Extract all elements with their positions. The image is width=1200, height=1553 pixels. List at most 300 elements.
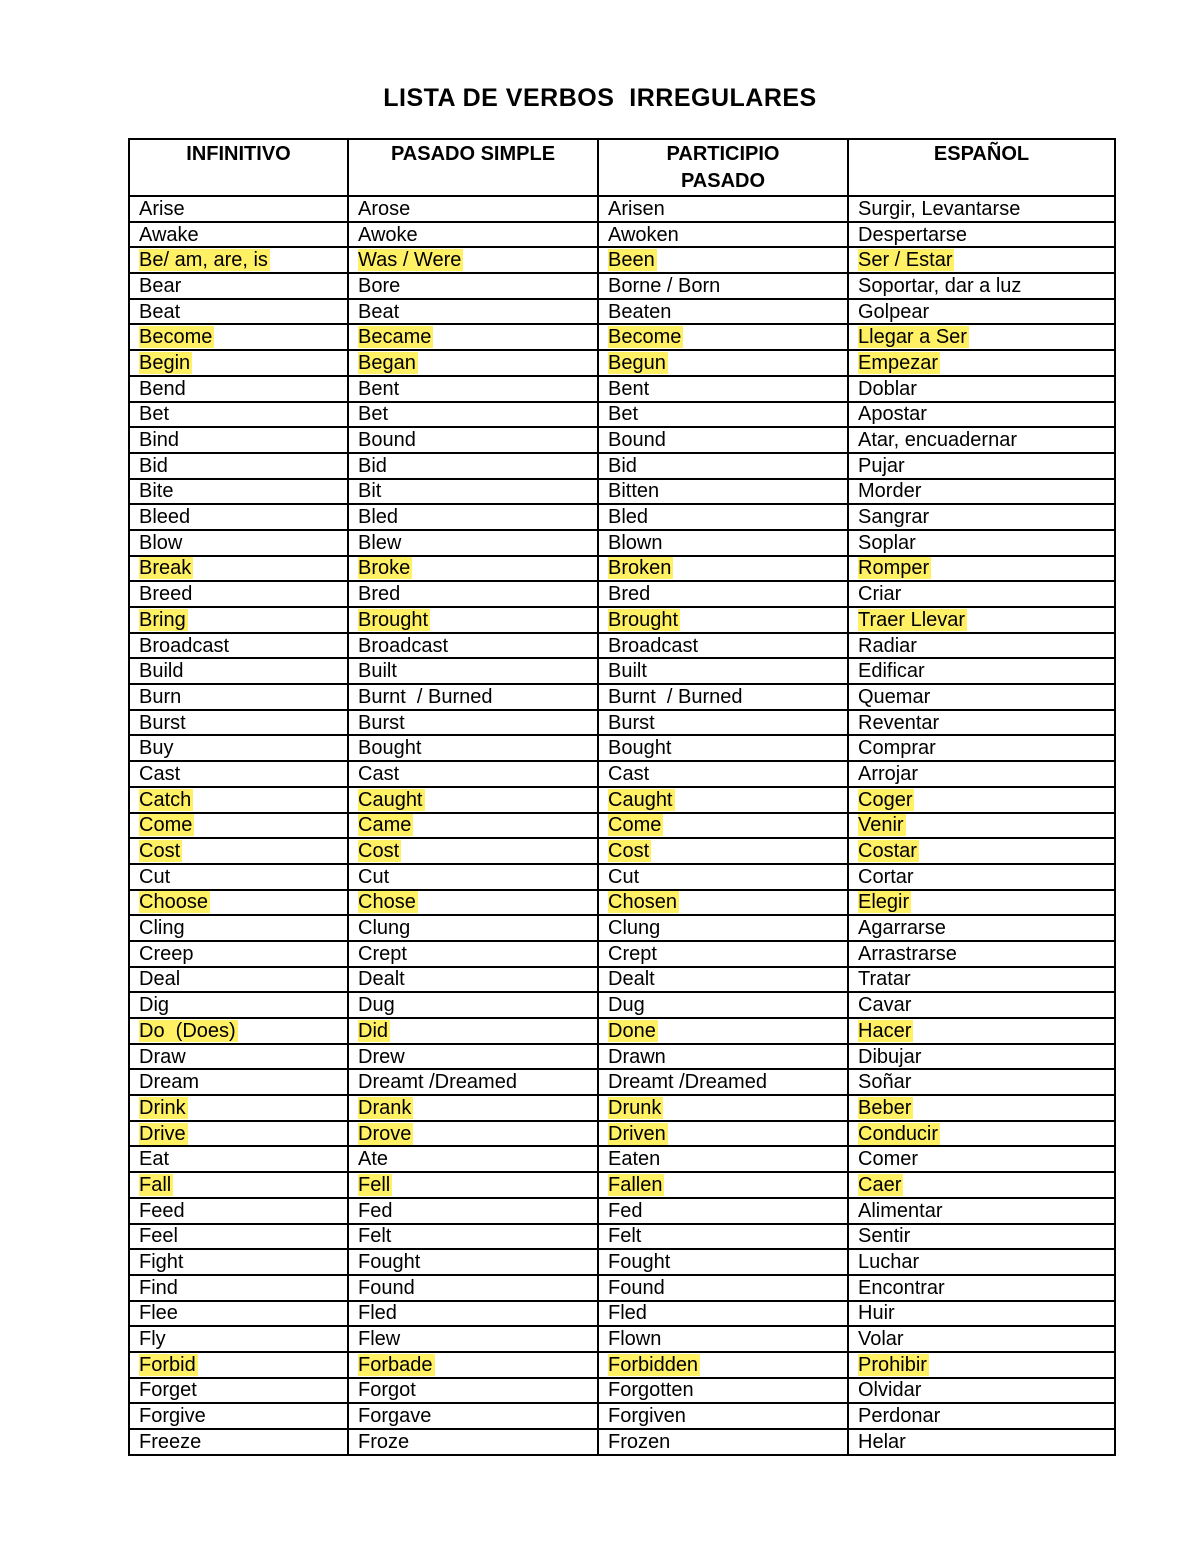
cell-participio-pasado [598,813,848,839]
cell-text: Burn [139,685,182,708]
cell-text: Elegir [858,891,910,914]
table-row [129,1018,1115,1044]
cell-pasado-simple [348,1044,598,1070]
cell-infinitivo [129,1069,348,1095]
cell-infinitivo [129,530,348,556]
cell-text: Cut [358,865,390,888]
irregular-verbs-table [128,138,1116,1456]
cell-pasado-simple [348,684,598,710]
cell-text: Caer [858,1173,902,1196]
cell-espanol [848,479,1115,505]
cell-text: Feel [139,1225,178,1248]
table-row [129,1044,1115,1070]
cell-text: Come [608,814,662,837]
cell-text: Awake [139,223,199,246]
cell-text: Driven [608,1122,666,1145]
cell-espanol [848,890,1115,916]
cell-espanol [848,684,1115,710]
cell-infinitivo [129,376,348,402]
cell-participio-pasado [598,273,848,299]
cell-infinitivo [129,350,348,376]
cell-participio-pasado [598,504,848,530]
cell-text: Freeze [139,1430,202,1453]
cell-text: Huir [858,1302,895,1325]
cell-pasado-simple [348,941,598,967]
cell-pasado-simple [348,402,598,428]
cell-participio-pasado [598,1403,848,1429]
cell-espanol [848,710,1115,736]
cell-pasado-simple [348,324,598,350]
cell-text: Arose [358,197,411,220]
cell-text: Fed [358,1199,393,1222]
table-row [129,222,1115,248]
table-row [129,1301,1115,1327]
cell-infinitivo [129,196,348,222]
cell-espanol [848,1121,1115,1147]
cell-text: Pujar [858,454,905,477]
cell-text: Tratar [858,968,911,991]
cell-text: Comprar [858,737,936,760]
cell-infinitivo [129,1172,348,1198]
table-row [129,813,1115,839]
cell-text: Build [139,660,184,683]
cell-text: Bred [358,583,401,606]
cell-infinitivo [129,479,348,505]
cell-text: Bitten [608,480,660,503]
cell-participio-pasado [598,427,848,453]
cell-text: Chosen [608,891,677,914]
cell-participio-pasado [598,1326,848,1352]
cell-participio-pasado [598,324,848,350]
table-row [129,453,1115,479]
cell-pasado-simple [348,710,598,736]
cell-text: Come [139,814,193,837]
cell-pasado-simple [348,1275,598,1301]
cell-text: Ate [358,1148,389,1171]
table-row [129,479,1115,505]
cell-espanol [848,761,1115,787]
cell-text: Bent [358,377,400,400]
cell-text: Blow [139,531,183,554]
cell-text: Olvidar [858,1379,922,1402]
table-row [129,1429,1115,1455]
cell-text: Bent [608,377,650,400]
cell-text: Bet [139,403,170,426]
cell-espanol [848,813,1115,839]
cell-text: Beat [358,300,400,323]
cell-text: Surgir, Levantarse [858,197,1021,220]
table-body [129,196,1115,1455]
cell-text: Cavar [858,994,912,1017]
cell-participio-pasado [598,1146,848,1172]
cell-infinitivo [129,324,348,350]
cell-participio-pasado [598,607,848,633]
cell-pasado-simple [348,1172,598,1198]
cell-participio-pasado [598,1069,848,1095]
cell-text: Arrastrarse [858,942,957,965]
cell-text: Been [608,249,655,272]
cell-pasado-simple [348,556,598,582]
cell-text: Fought [608,1251,671,1274]
cell-espanol [848,1198,1115,1224]
cell-pasado-simple [348,299,598,325]
cell-pasado-simple [348,1069,598,1095]
cell-text: Blown [608,531,663,554]
cell-espanol [848,530,1115,556]
cell-text: Bind [139,429,180,452]
table-row [129,299,1115,325]
cell-text: Flown [608,1328,662,1351]
cell-text: Bit [358,480,382,503]
cell-participio-pasado [598,556,848,582]
cell-infinitivo [129,787,348,813]
cell-espanol [848,1224,1115,1250]
cell-infinitivo [129,556,348,582]
cell-infinitivo [129,1044,348,1070]
table-row [129,1172,1115,1198]
cell-infinitivo [129,890,348,916]
table-row [129,915,1115,941]
cell-text: Venir [858,814,904,837]
cell-espanol [848,453,1115,479]
cell-text: Built [358,660,397,683]
cell-text: Bid [358,454,387,477]
cell-text: Helar [858,1430,906,1453]
cell-infinitivo [129,1403,348,1429]
cell-text: Luchar [858,1251,920,1274]
cell-text: Dealt [608,968,655,991]
cell-text: Begun [608,351,666,374]
cell-text: Clung [358,917,411,940]
cell-pasado-simple [348,838,598,864]
cell-text: Fed [608,1199,643,1222]
cell-participio-pasado [598,633,848,659]
cell-text: Drive [139,1122,186,1145]
cell-infinitivo [129,761,348,787]
cell-infinitivo [129,1249,348,1275]
cell-pasado-simple [348,607,598,633]
cell-text: Fight [139,1251,184,1274]
cell-text: Arise [139,197,185,220]
cell-pasado-simple [348,787,598,813]
cell-participio-pasado [598,350,848,376]
cell-pasado-simple [348,1301,598,1327]
cell-participio-pasado [598,658,848,684]
cell-text: Hacer [858,1019,912,1042]
cell-text: Clung [608,917,661,940]
header-infinitivo: INFINITIVO [129,139,348,196]
cell-pasado-simple [348,1018,598,1044]
cell-participio-pasado [598,299,848,325]
header-espanol: ESPAÑOL [848,139,1115,196]
cell-text: Llegar a Ser [858,326,967,349]
cell-espanol [848,1249,1115,1275]
cell-text: Bled [358,506,399,529]
cell-text: Broke [358,557,411,580]
cell-infinitivo [129,710,348,736]
table-row [129,530,1115,556]
cell-espanol [848,247,1115,273]
cell-text: Broken [608,557,672,580]
cell-text: Perdonar [858,1405,941,1428]
cell-pasado-simple [348,915,598,941]
cell-infinitivo [129,915,348,941]
cell-participio-pasado [598,1018,848,1044]
cell-text: Broadcast [608,634,699,657]
header-participio-pasado [598,139,848,196]
cell-text: Arrojar [858,762,919,785]
table-row [129,1275,1115,1301]
table-row [129,504,1115,530]
cell-text: Fled [608,1302,647,1325]
cell-pasado-simple [348,761,598,787]
cell-pasado-simple [348,427,598,453]
cell-participio-pasado [598,1095,848,1121]
cell-text: Drank [358,1096,412,1119]
cell-pasado-simple [348,376,598,402]
cell-participio-pasado [598,453,848,479]
cell-espanol [848,633,1115,659]
cell-text: Cast [139,762,181,785]
cell-participio-pasado [598,1224,848,1250]
cell-text: Done [608,1019,656,1042]
cell-text: Feed [139,1199,185,1222]
cell-text: Frozen [608,1430,671,1453]
table-row [129,1378,1115,1404]
cell-espanol [848,1352,1115,1378]
cell-infinitivo [129,1275,348,1301]
cell-espanol [848,1146,1115,1172]
cell-participio-pasado [598,1301,848,1327]
cell-text: Be/ am, are, is [139,249,268,272]
cell-text: Cortar [858,865,914,888]
cell-espanol [848,402,1115,428]
cell-infinitivo [129,504,348,530]
header-participio-pasado-label: PARTICIPIO PASADO [666,143,780,192]
cell-pasado-simple [348,890,598,916]
cell-text: Radiar [858,634,917,657]
cell-text: Cut [139,865,171,888]
cell-text: Do (Does) [139,1019,236,1042]
cell-text: Forbid [139,1353,196,1376]
cell-text: Soñar [858,1071,912,1094]
cell-text: Traer Llevar [858,608,966,631]
table-row [129,247,1115,273]
cell-text: Beaten [608,300,672,323]
header-pasado-simple: PASADO SIMPLE [348,139,598,196]
cell-text: Chose [358,891,416,914]
cell-text: Bring [139,608,186,631]
cell-text: Deal [139,968,181,991]
cell-text: Empezar [858,351,939,374]
cell-espanol [848,838,1115,864]
cell-infinitivo [129,658,348,684]
cell-text: Fled [358,1302,397,1325]
cell-text: Drawn [608,1045,666,1068]
table-row [129,1146,1115,1172]
table-row [129,1224,1115,1250]
cell-pasado-simple [348,247,598,273]
cell-text: Forgiven [608,1405,686,1428]
cell-infinitivo [129,1429,348,1455]
table-row [129,1121,1115,1147]
cell-text: Built [608,660,647,683]
cell-infinitivo [129,427,348,453]
cell-infinitivo [129,299,348,325]
cell-text: Forbidden [608,1353,699,1376]
cell-text: Began [358,351,416,374]
cell-participio-pasado [598,402,848,428]
cell-text: Romper [858,557,930,580]
cell-pasado-simple [348,1326,598,1352]
table-row [129,864,1115,890]
cell-text: Reventar [858,711,940,734]
cell-espanol [848,376,1115,402]
table-row [129,1326,1115,1352]
cell-participio-pasado [598,890,848,916]
cell-text: Buy [139,737,174,760]
cell-text: Drink [139,1096,186,1119]
cell-text: Burst [608,711,655,734]
cell-text: Soplar [858,531,916,554]
cell-participio-pasado [598,1352,848,1378]
cell-text: Bled [608,506,649,529]
cell-infinitivo [129,222,348,248]
cell-text: Sentir [858,1225,911,1248]
cell-espanol [848,864,1115,890]
table-row [129,1249,1115,1275]
cell-infinitivo [129,633,348,659]
cell-infinitivo [129,247,348,273]
cell-pasado-simple [348,1403,598,1429]
cell-text: Flew [358,1328,401,1351]
cell-infinitivo [129,607,348,633]
cell-text: Dug [608,994,645,1017]
cell-participio-pasado [598,1378,848,1404]
cell-text: Fall [139,1173,172,1196]
cell-espanol [848,581,1115,607]
cell-espanol [848,1378,1115,1404]
cell-infinitivo [129,453,348,479]
cell-espanol [848,915,1115,941]
cell-text: Crept [608,942,657,965]
cell-text: Cling [139,917,185,940]
cell-pasado-simple [348,273,598,299]
cell-text: Edificar [858,660,925,683]
cell-espanol [848,1172,1115,1198]
cell-text: Dug [358,994,395,1017]
cell-text: Beber [858,1096,912,1119]
cell-infinitivo [129,1018,348,1044]
cell-infinitivo [129,1121,348,1147]
cell-participio-pasado [598,838,848,864]
table-row [129,684,1115,710]
cell-participio-pasado [598,1172,848,1198]
cell-text: Drew [358,1045,405,1068]
cell-espanol [848,1429,1115,1455]
cell-pasado-simple [348,967,598,993]
table-row [129,735,1115,761]
table-row [129,1403,1115,1429]
cell-text: Forbade [358,1353,433,1376]
cell-text: Catch [139,788,192,811]
cell-infinitivo [129,402,348,428]
cell-text: Bought [358,737,422,760]
cell-infinitivo [129,273,348,299]
table-row [129,324,1115,350]
cell-text: Dreamt /Dreamed [608,1071,767,1094]
cell-text: Sangrar [858,506,930,529]
cell-espanol [848,196,1115,222]
cell-text: Forget [139,1379,197,1402]
cell-text: Dealt [358,968,405,991]
cell-infinitivo [129,967,348,993]
cell-pasado-simple [348,1095,598,1121]
table-row [129,350,1115,376]
cell-text: Cast [608,762,650,785]
cell-infinitivo [129,992,348,1018]
cell-text: Beat [139,300,181,323]
cell-text: Drove [358,1122,412,1145]
cell-text: Burst [139,711,186,734]
cell-participio-pasado [598,1121,848,1147]
cell-infinitivo [129,1146,348,1172]
cell-participio-pasado [598,247,848,273]
cell-espanol [848,324,1115,350]
cell-text: Ser / Estar [858,249,953,272]
cell-pasado-simple [348,479,598,505]
cell-participio-pasado [598,684,848,710]
table-row [129,761,1115,787]
cell-text: Burnt / Burned [358,685,493,708]
cell-pasado-simple [348,1198,598,1224]
cell-text: Conducir [858,1122,939,1145]
cell-pasado-simple [348,504,598,530]
table-row [129,1095,1115,1121]
table-row [129,196,1115,222]
cell-text: Bound [358,429,416,452]
cell-infinitivo [129,684,348,710]
cell-pasado-simple [348,350,598,376]
cell-participio-pasado [598,967,848,993]
cell-text: Forgave [358,1405,432,1428]
cell-text: Comer [858,1148,919,1171]
cell-pasado-simple [348,530,598,556]
table-row [129,787,1115,813]
cell-espanol [848,787,1115,813]
cell-text: Fly [139,1328,166,1351]
cell-participio-pasado [598,479,848,505]
table-row [129,402,1115,428]
cell-pasado-simple [348,658,598,684]
table-row [129,1198,1115,1224]
table-row [129,1069,1115,1095]
table-row [129,710,1115,736]
cell-text: Came [358,814,412,837]
cell-espanol [848,941,1115,967]
cell-pasado-simple [348,581,598,607]
cell-text: Begin [139,351,191,374]
cell-text: Break [139,557,192,580]
cell-text: Eat [139,1148,170,1171]
cell-participio-pasado [598,1249,848,1275]
cell-infinitivo [129,1198,348,1224]
cell-text: Caught [608,788,673,811]
cell-text: Fought [358,1251,421,1274]
cell-infinitivo [129,735,348,761]
cell-text: Bite [139,480,174,503]
cell-participio-pasado [598,1275,848,1301]
